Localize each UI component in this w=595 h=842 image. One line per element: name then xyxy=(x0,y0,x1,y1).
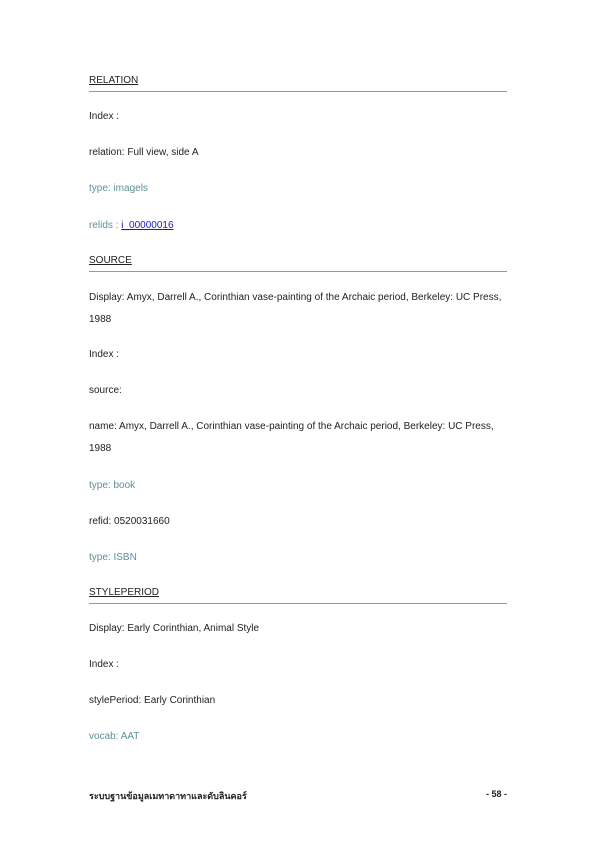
divider xyxy=(89,91,507,92)
section-heading-relation xyxy=(89,74,507,88)
styleperiod-display: Display: Early Corinthian, Animal Style xyxy=(89,623,260,634)
relids-label: relids : xyxy=(89,220,119,231)
divider xyxy=(89,603,507,604)
styleperiod-value: stylePeriod: Early Corinthian xyxy=(89,695,216,706)
relation-type: type: imagels xyxy=(89,183,148,194)
source-index: Index : xyxy=(89,349,120,360)
relation-index: Index : xyxy=(89,111,120,122)
source-label: source: xyxy=(89,385,122,396)
heading-text: SOURCE xyxy=(89,255,132,266)
section-heading-source xyxy=(89,254,507,268)
footer-title: ระบบฐานข้อมูลเมทาดาทาและดับลินคอร์ xyxy=(89,791,247,801)
relids-link[interactable]: i_00000016 xyxy=(121,220,174,231)
divider xyxy=(89,271,507,272)
heading-text: RELATION xyxy=(89,75,139,86)
source-type-isbn: type: ISBN xyxy=(89,552,137,563)
page-number: - 58 - xyxy=(485,789,507,799)
source-display: Display: Amyx, Darrell A., Corinthian vase-painting of the Archaic period, Berkeley: UC Press, 1988 xyxy=(89,292,502,325)
source-name: name: Amyx, Darrell A., Corinthian vase-painting of the Archaic period, Berkeley: UC Press, 1988 xyxy=(89,421,494,454)
heading-text: STYLEPERIOD xyxy=(89,587,160,598)
styleperiod-vocab: vocab: AAT xyxy=(89,731,140,742)
section-heading-styleperiod xyxy=(89,586,507,600)
relation-value: relation: Full view, side A xyxy=(89,147,199,158)
source-type-book: type: book xyxy=(89,480,136,491)
source-refid: refid: 0520031660 xyxy=(89,516,170,527)
styleperiod-index: Index : xyxy=(89,659,120,670)
relation-relids xyxy=(89,219,174,233)
